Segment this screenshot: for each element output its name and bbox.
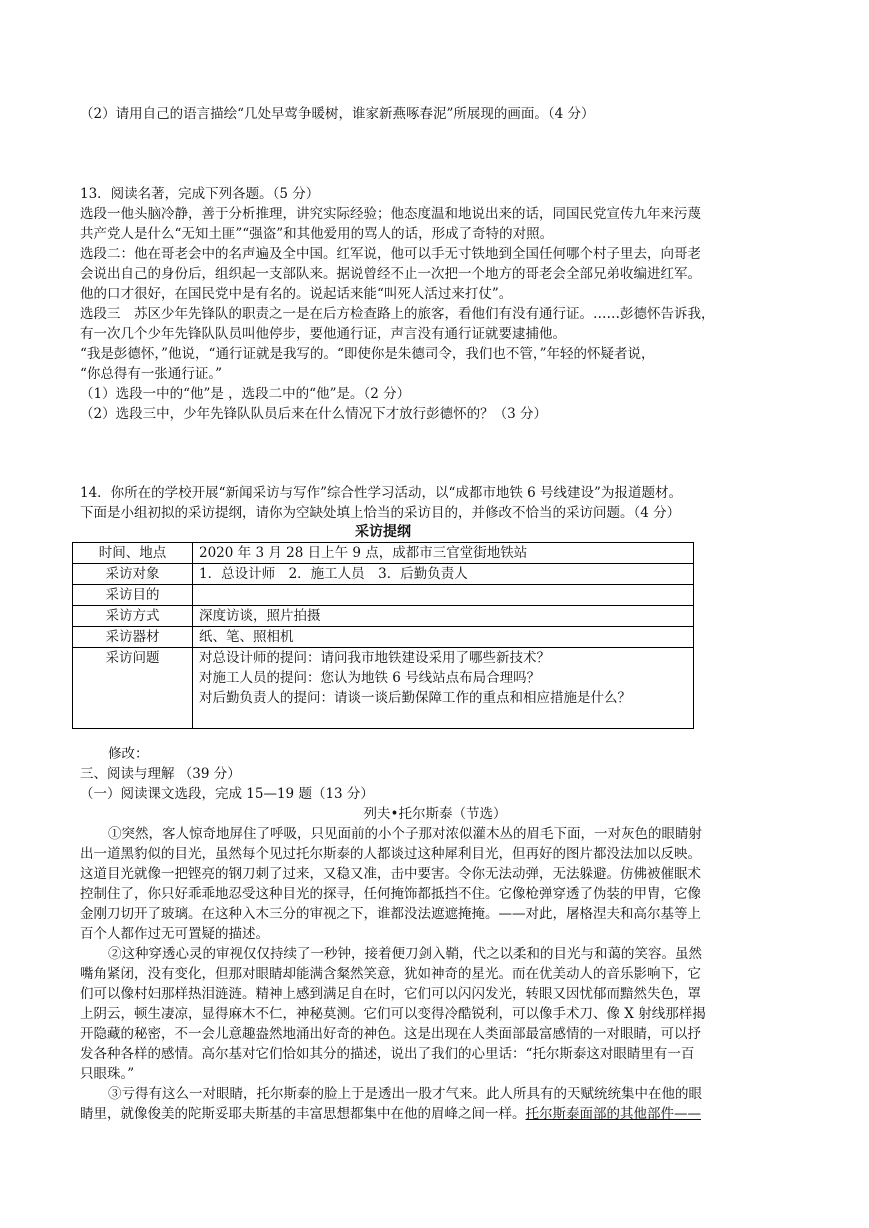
q13-line: 选段二：他在哥老会中的名声遍及全中国。红军说，他可以手无寸铁地到全国任何哪个村子里去，向哥老	[80, 246, 701, 262]
subsection-heading: （一）阅读课文选段，完成 15—19 题（13 分）	[80, 786, 374, 802]
row-label: 采访对象	[73, 564, 193, 585]
q13-line: 选段三 苏区少年先锋队的职责之一是在后方检查路上的旅客，看他们有没有通行证。……彭德怀告诉我，	[80, 306, 715, 322]
row-value: 纸、笔、照相机	[193, 627, 694, 648]
row-value: 1．总设计师 2．施工人员 3．后勤负责人	[193, 564, 694, 585]
questions-cell	[193, 648, 694, 729]
row-value: 深度访谈，照片拍摄	[193, 606, 694, 627]
paragraph-line: ③亏得有这么一对眼睛，托尔斯泰的脸上于是透出一股才气来。此人所具有的天赋统统集中在他的眼	[108, 1086, 702, 1102]
row-value-blank	[193, 585, 694, 606]
table-row	[73, 543, 694, 564]
q13-line: 共产党人是什么“无知土匪”“强盗”和其他爱用的骂人的话，形成了奇特的对照。	[80, 226, 554, 242]
table-row	[73, 627, 694, 648]
paragraph-line: ②这种穿透心灵的审视仅仅持续了一秒钟，接着便刀剑入鞘，代之以柔和的目光与和蔼的笑容。虽然	[108, 946, 702, 962]
row-value: 2020 年 3 月 28 日上午 9 点，成都市三官堂街地铁站	[193, 543, 694, 564]
paragraph-line: 百个人都作过无可置疑的描述。	[80, 926, 269, 942]
row-label: 采访目的	[73, 585, 193, 606]
modify-label: 修改：	[108, 746, 149, 762]
paragraph-line: 发各种各样的感情。高尔基对它们恰如其分的描述，说出了我们的心里话：“托尔斯泰这对眼睛里有一百	[80, 1046, 695, 1062]
q13-subquestion: （1）选段一中的“他”是 ，选段二中的“他”是。（2 分）	[80, 386, 411, 402]
interview-outline-table	[72, 542, 694, 729]
paragraph-line: 金刚刀切开了玻璃。在这种入木三分的审视之下，谁都没法遮遮掩掩。——对此，屠格涅夫和高尔基等上	[80, 906, 701, 922]
row-label: 采访问题	[73, 648, 193, 729]
paragraph-line: ①突然，客人惊奇地屏住了呼吸，只见面前的小个子那对浓似灌木丛的眉毛下面，一对灰色的眼睛射	[108, 826, 702, 842]
q14-line: 下面是小组初拟的采访提纲，请你为空缺处填上恰当的采访目的，并修改不恰当的采访问题。（4 分）	[80, 505, 681, 521]
table-row	[73, 585, 694, 606]
q13-line: 有一次几个少年先锋队队员叫他停步，要他通行证，声言没有通行证就要逮捕他。	[80, 326, 566, 342]
paragraph-line: 开隐藏的秘密，不一会儿意趣盎然地涌出好奇的神色。这是出现在人类面部最富感情的一对眼睛，可以抒	[80, 1026, 701, 1042]
paragraph-line: 上阴云，顿生凄凉，显得麻木不仁，神秘莫测。它们可以变得冷酷锐利，可以像手术刀、像 X 射线那样揭	[80, 1006, 706, 1022]
section3-block	[80, 744, 790, 1124]
question-item: 对施工人员的提问：您认为地铁 6 号线站点布局合理吗？	[199, 670, 541, 686]
q13-subquestion: （2）选段三中，少年先锋队队员后来在什么情况下才放行彭德怀的？（3 分）	[80, 406, 547, 422]
table-row	[73, 606, 694, 627]
question-item: 对后勤负责人的提问：请谈一谈后勤保障工作的重点和相应措施是什么？	[199, 690, 631, 706]
article-title: 列夫•托尔斯泰（节选）	[363, 806, 507, 822]
question-text: （2）请用自己的语言描绘“几处早莺争暖树，谁家新燕啄春泥”所展现的画面。（4 分）	[80, 106, 595, 122]
paragraph-line: 们可以像村妇那样热泪涟涟。精神上感到满足自在时，它们可以闪闪发光，转眼又因忧郁而黯然失色，罩	[80, 986, 701, 1002]
underlined-text: 托尔斯泰面部的其他部件——	[525, 1106, 701, 1122]
row-label: 采访器材	[73, 627, 193, 648]
paragraph-line: 只眼珠。”	[80, 1066, 135, 1082]
paragraph-text: 睛里，就像俊美的陀斯妥耶夫斯基的丰富思想都集中在他的眉峰之间一样。	[80, 1106, 526, 1122]
q13-line: 他的口才很好，在国民党中是有名的。说起话来能“叫死人活过来打仗”。	[80, 286, 513, 302]
q13-title: 13．阅读名著，完成下列各题。（5 分）	[80, 186, 320, 202]
paragraph-line: 出一道黑豹似的目光，虽然每个见过托尔斯泰的人都谈过这种犀利目光，但再好的图片都没法加以反映。	[80, 846, 701, 862]
row-label: 采访方式	[73, 606, 193, 627]
q14-line: 14．你所在的学校开展“新闻采访与写作”综合性学习活动，以“成都市地铁 6 号线建设”为报道题材。	[80, 485, 682, 501]
paragraph-line: 嘴角紧闭，没有变化，但那对眼睛却能满含粲然笑意，犹如神奇的星光。而在优美动人的音乐影响下，它	[80, 966, 701, 982]
paragraph-line	[80, 1104, 790, 1124]
paragraph-line: 控制住了，你只好乖乖地忍受这种目光的探寻，任何掩饰都抵挡不住。它像枪弹穿透了伪装的甲胄，它像	[80, 886, 701, 902]
paragraph-line: 这道目光就像一把铿亮的钢刀刺了过来，又稳又准，击中要害。令你无法动弹，无法躲避。仿佛被催眠术	[80, 866, 701, 882]
q13-line: “我是彭德怀，”他说，“通行证就是我写的。“即使你是朱德司令，我们也不管，”年轻的怀疑者说，	[80, 346, 655, 362]
table-row	[73, 564, 694, 585]
q13-line: “你总得有一张通行证。”	[80, 366, 223, 382]
q13-line: 会说出自己的身份后，组织起一支部队来。据说曾经不止一次把一个地方的哥老会全部兄弟收编进红军。	[80, 266, 701, 282]
q14-block	[80, 483, 790, 523]
q12-part2	[80, 104, 790, 124]
question-item: 对总设计师的提问：请问我市地铁建设采用了哪些新技术？	[199, 650, 550, 666]
section-heading: 三、阅读与理解 （39 分）	[80, 766, 241, 782]
table-title: 采访提纲	[355, 524, 411, 540]
table-row	[73, 648, 694, 729]
row-label: 时间、地点	[73, 543, 193, 564]
q13-line: 选段一他头脑冷静，善于分析推理，讲究实际经验；他态度温和地说出来的话，同国民党宣传九年来污蔑	[80, 206, 701, 222]
q13-block	[80, 184, 790, 424]
